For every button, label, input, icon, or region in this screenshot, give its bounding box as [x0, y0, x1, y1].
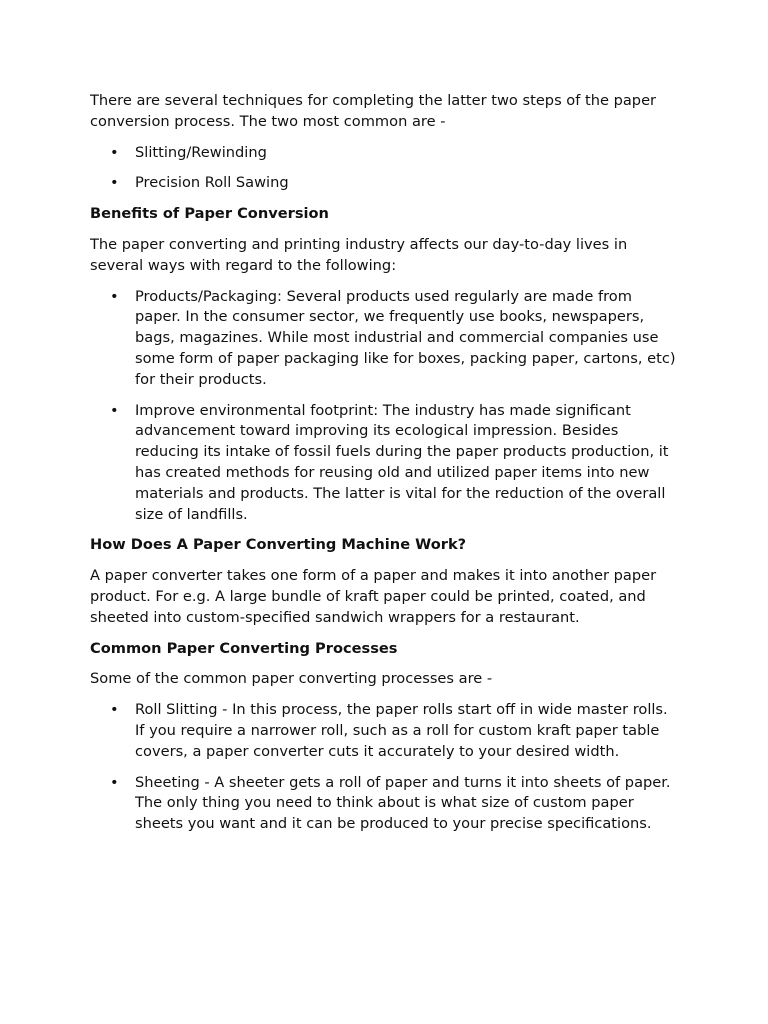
machine-paragraph: A paper converter takes one form of a paper and makes it into another paper product. For e.g. A large bundle of kraft paper could be printed, coated, and sheeted into custom-specified sandwich wrappers for a restaurant. [90, 567, 657, 626]
benefits-heading: Benefits of Paper Conversion [90, 205, 329, 223]
processes-heading: Common Paper Converting Processes [90, 639, 398, 657]
list-item-text: Products/Packaging: Several products used regularly are made from paper. In the consumer sector, we frequently use books, newspapers, bags, magazines. While most industrial and commercial companies use some form of paper packaging like for boxes, packing paper, cartons, etc) for their products. [135, 287, 676, 388]
list-item-text: Improve environmental footprint: The industry has made significant advancement toward improving its ecological impression. Besides reducing its intake of fossil fuels during the paper products production, it has created methods for reusing old and utilized paper items into new materials and products. The latter is vital for the reduction of the overall size of landfills. [135, 401, 669, 523]
list-item [90, 173, 680, 194]
benefits-paragraph: The paper converting and printing industry affects our day-to-day lives in several ways with regard to the following: [90, 235, 628, 274]
list-item [90, 773, 680, 835]
benefits-list [90, 287, 680, 526]
list-item [90, 700, 680, 762]
bullet-icon: • [110, 773, 119, 791]
list-item [90, 287, 680, 391]
list-item [90, 401, 680, 526]
processes-paragraph: Some of the common paper converting processes are - [90, 670, 493, 688]
bullet-icon: • [110, 174, 119, 192]
list-item [90, 143, 680, 164]
bullet-icon: • [110, 287, 119, 305]
intro-paragraph: There are several techniques for completing the latter two steps of the paper conversion process. The two most common are - [90, 92, 657, 130]
list-item-text: Slitting/Rewinding [135, 143, 267, 161]
list-item-text: Roll Slitting - In this process, the paper rolls start off in wide master rolls. If you require a narrower roll, such as a roll for custom kraft paper table covers, a paper converter cuts it accurately to your desired width. [135, 701, 668, 760]
list-item-text: Sheeting - A sheeter gets a roll of paper and turns it into sheets of paper. The only thing you need to think about is what size of custom paper sheets you want and it can be produced to your precise specifications. [135, 773, 671, 833]
machine-heading: How Does A Paper Converting Machine Work? [90, 536, 467, 554]
bullet-icon: • [110, 401, 119, 419]
bullet-icon: • [110, 143, 119, 161]
bullet-icon: • [110, 701, 119, 719]
list-item-text: Precision Roll Sawing [135, 174, 289, 192]
techniques-list [90, 143, 680, 195]
processes-list [90, 700, 680, 835]
document-page [90, 91, 680, 845]
